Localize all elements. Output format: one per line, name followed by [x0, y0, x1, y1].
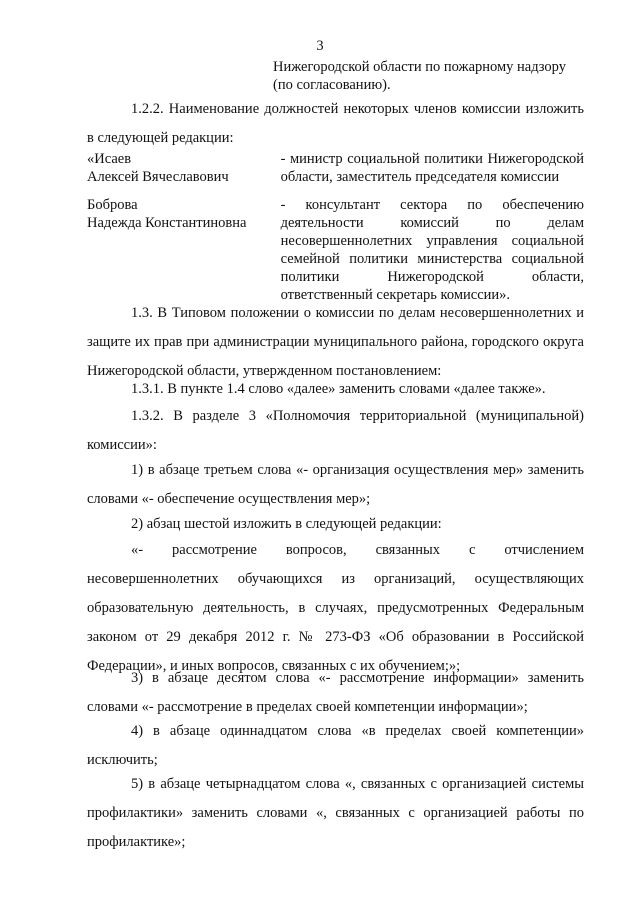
member-position: - консультант сектора по обеспечению деятельности комиссий по делам несовершеннолетних управления социальной семейной политики министерства социальной политики Нижегородской области, ответственный секретарь комиссии».	[280, 197, 584, 303]
paragraph-item-3: 3) в абзаце десятом слова «- рассмотрение информации» заменить словами «- рассмотрение в пределах своей компетенции информации»;	[87, 670, 584, 715]
member-name	[87, 150, 277, 186]
paragraph-1-3-2: 1.3.2. В разделе 3 «Полномочия территориальной (муниципальной) комиссии»:	[87, 408, 584, 453]
continuation-text	[273, 58, 583, 94]
member-name-line: Алексей Вячеславович	[87, 169, 229, 185]
member-entry	[87, 196, 584, 304]
paragraph-quote: «- рассмотрение вопросов, связанных с отчислением несовершеннолетних обучающихся из организаций, осуществляющих образовательную деятельность, в случаях, предусмотренных Федеральным законом от 29 декабря 2012 г. № 273-ФЗ «Об образовании в Российской Федерации», и иных вопросов, связанных с их обучением;»;	[87, 542, 584, 674]
continuation-line: Нижегородской области по пожарному надзору	[273, 59, 566, 75]
paragraph-item-1: 1) в абзаце третьем слова «- организация осуществления мер» заменить словами «- обеспечение осуществления мер»;	[87, 462, 584, 507]
paragraph-1-2-2: 1.2.2. Наименование должностей некоторых членов комиссии изложить в следующей редакции:	[87, 101, 584, 146]
paragraph-item-5: 5) в абзаце четырнадцатом слова «, связанных с организацией системы профилактики» заменить словами «, связанных с организацией работы по профилактике»;	[87, 776, 584, 850]
paragraph-item-4: 4) в абзаце одиннадцатом слова «в пределах своей компетенции» исключить;	[87, 723, 584, 768]
member-entry	[87, 150, 584, 186]
paragraph-1-3-1: 1.3.1. В пункте 1.4 слово «далее» заменить словами «далее также».	[131, 381, 546, 397]
continuation-line: (по согласованию).	[273, 77, 391, 93]
page-number: 3	[316, 38, 324, 54]
member-position: - министр социальной политики Нижегородской области, заместитель председателя комиссии	[280, 151, 584, 185]
paragraph-1-3: 1.3. В Типовом положении о комиссии по делам несовершеннолетних и защите их прав при администрации муниципального района, городского округа Нижегородской области, утвержденном постановлением:	[87, 305, 584, 379]
member-name	[87, 196, 277, 304]
member-name-line: Боброва	[87, 197, 138, 213]
member-name-line: Надежда Константиновна	[87, 215, 247, 231]
member-name-line: «Исаев	[87, 151, 132, 167]
paragraph-item-2: 2) абзац шестой изложить в следующей редакции:	[131, 516, 442, 532]
member-list	[87, 150, 584, 304]
